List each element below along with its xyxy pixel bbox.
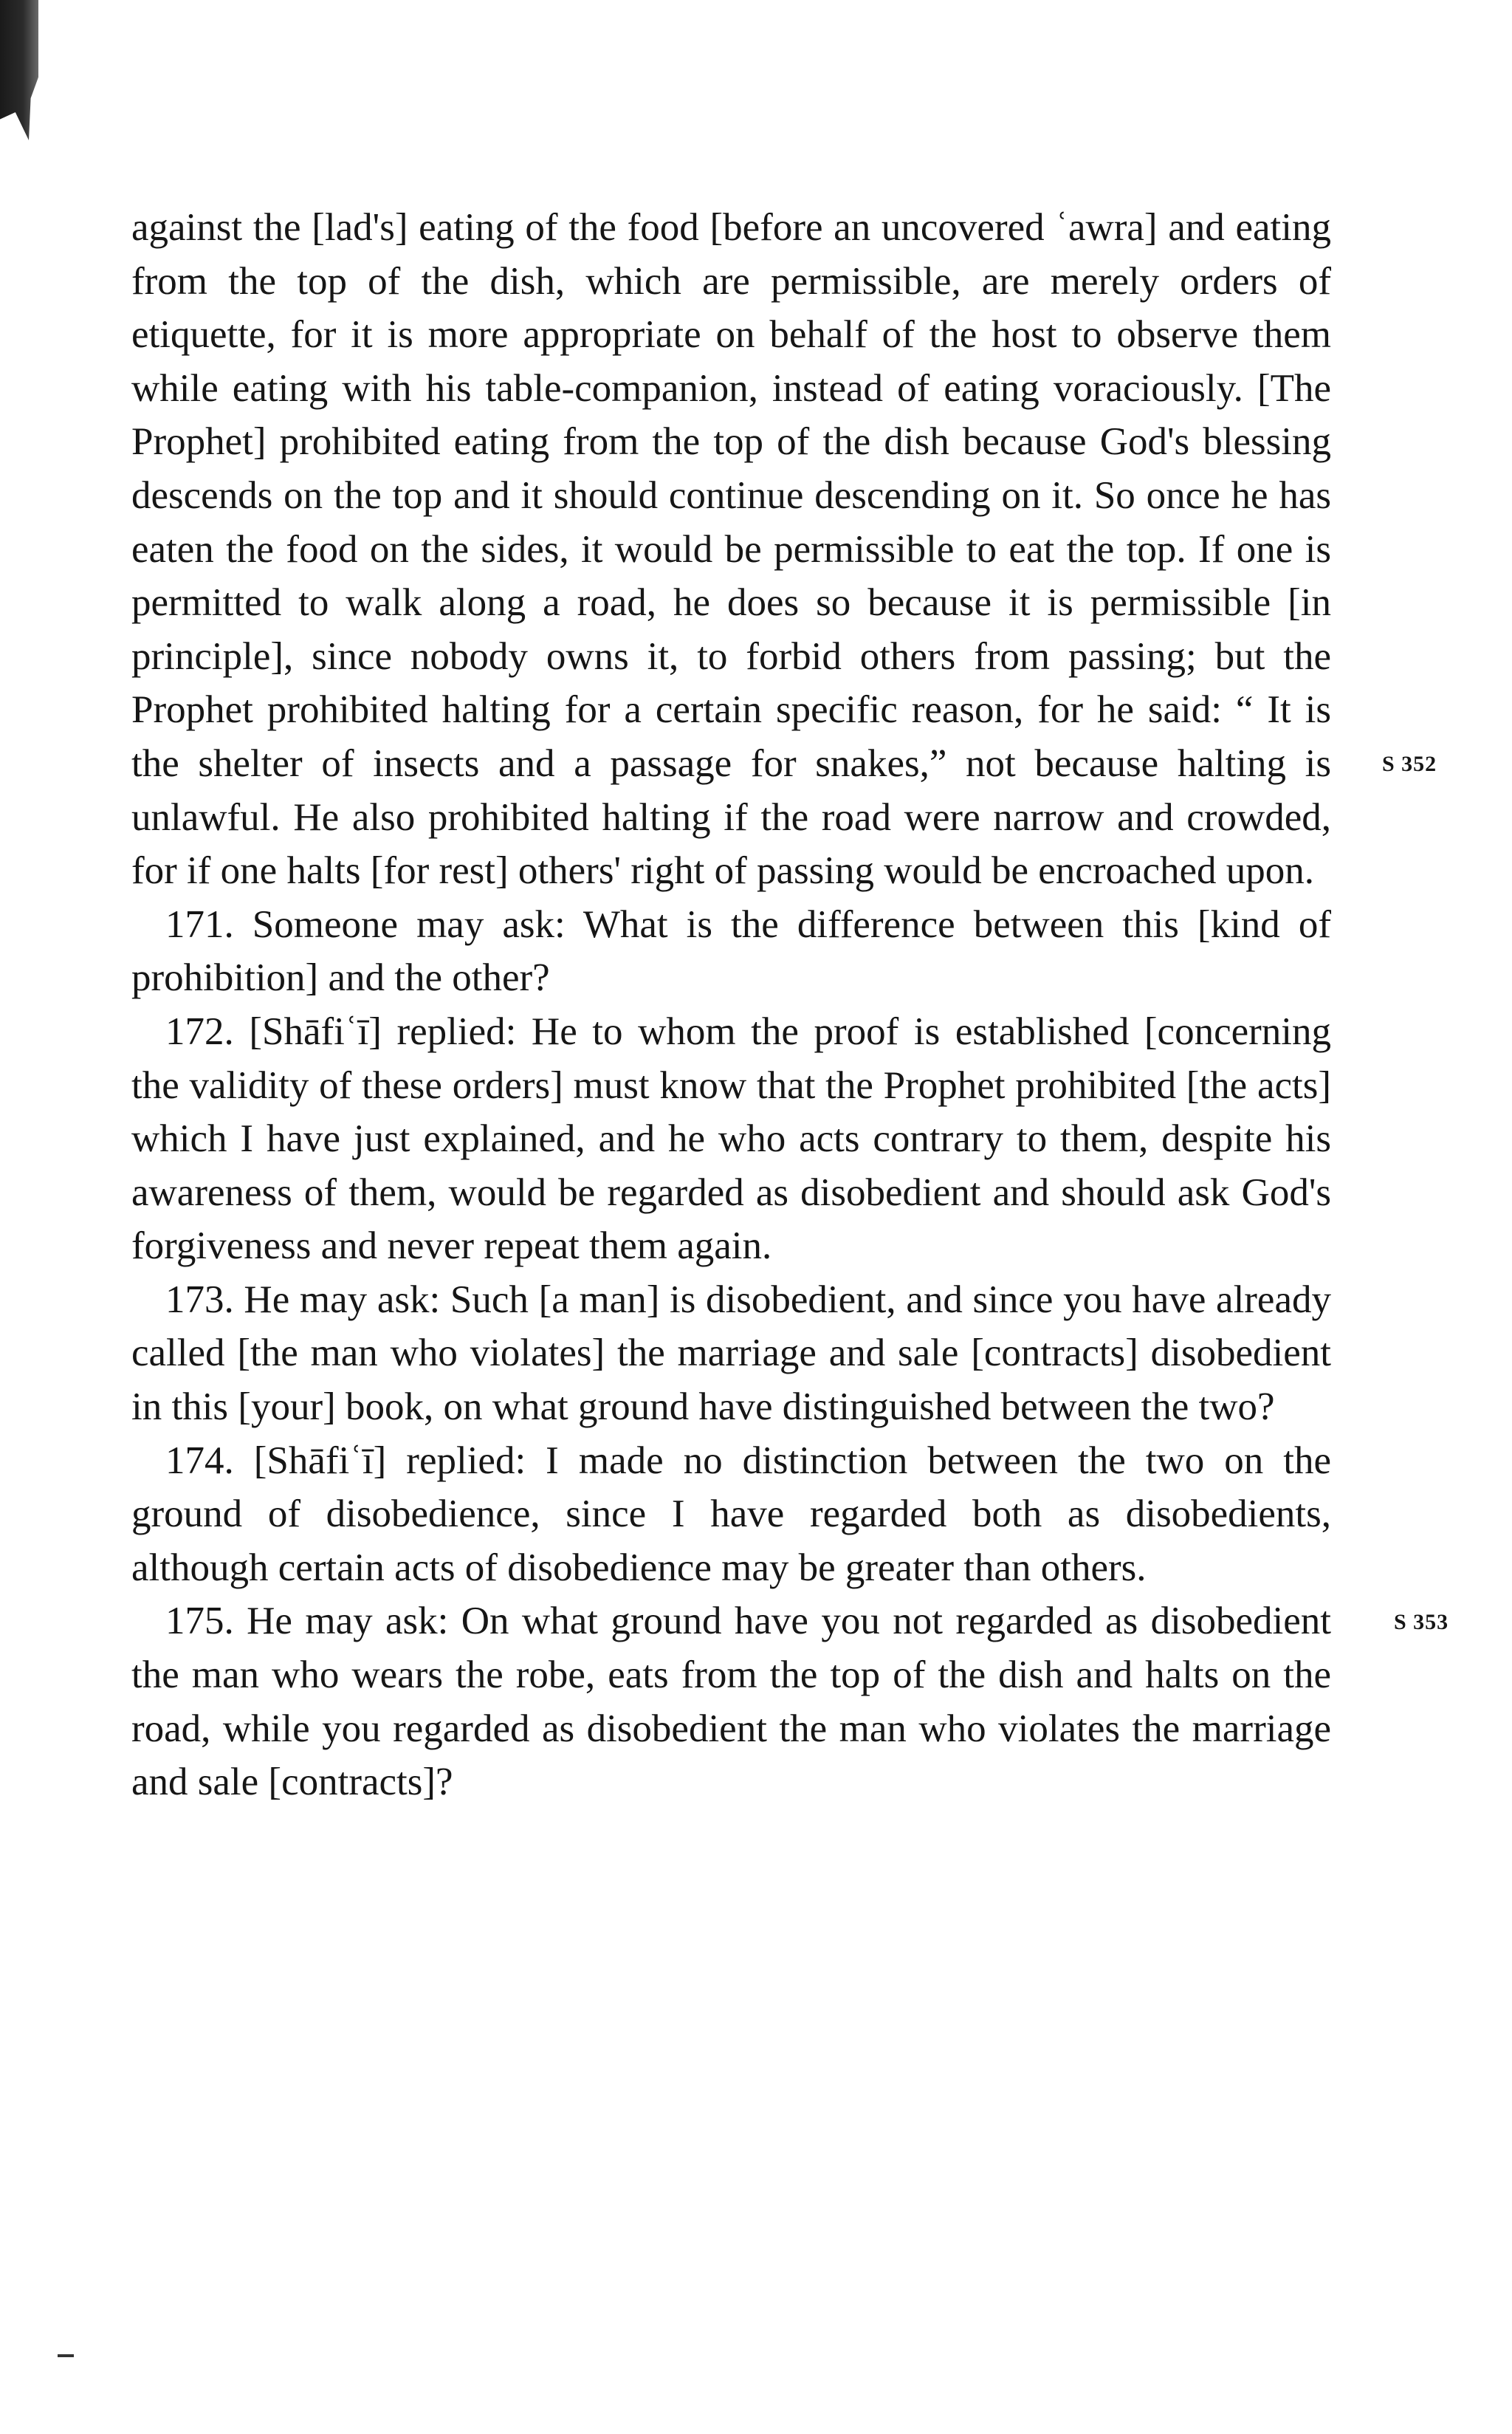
- paragraph-174: 174. [Shāfiʿī] replied: I made no distinction between the two on the ground of disobedience, since I have regarded both as disobedients, although certain acts of disobedience may be greater than others.: [131, 1439, 1331, 1589]
- paragraph-173: 173. He may ask: Such [a man] is disobedient, and since you have already called [the man who violates] the marriage and sale [contracts] disobedient in this [your] book, on what ground have distinguished between the two?: [131, 1278, 1331, 1429]
- paragraph-continuation: against the [lad's] eating of the food [before an uncovered ʿawra] and eating from the top of the dish, which are permissible, are merely orders of etiquette, for it is more appropriate on behalf of the host to observe them while eating with his table-companion, instead of eating voraciously. [The Prophet] prohibited eating from the top of the dish because God's blessing descends on the top and it should continue descending on it. So once he has eaten the food on the sides, it would be permissible to eat the top. If one is permitted to walk along a road, he does so because it is permissible [in principle], since nobody owns it, to forbid others from passing; but the Prophet prohibited halting for a certain specific reason, for he said: “ It is the shelter of insects and a passage for snakes,” not because halting is unlawful. He also prohibited halting if the road were narrow and crowded, for if one halts [for rest] others' right of passing would be encroached upon.: [131, 206, 1331, 893]
- page-body: [131, 201, 1331, 1809]
- margin-ref-s353: S 353: [1394, 1610, 1449, 1634]
- paragraph-172: 172. [Shāfiʿī] replied: He to whom the proof is established [concerning the validity of these orders] must know that the Prophet prohibited [the acts] which I have just explained, and he who acts contrary to them, despite his awareness of them, would be regarded as disobedient and should ask God's forgiveness and never repeat them again.: [131, 1009, 1331, 1268]
- scan-edge-mark: [0, 0, 38, 140]
- paragraph-175: 175. He may ask: On what ground have you not regarded as disobedient the man who wears the robe, eats from the top of the dish and halts on the road, while you regarded as disobedient the man who violates the marriage and sale [contracts]?: [131, 1600, 1331, 1804]
- margin-ref-s352: S 352: [1382, 752, 1437, 776]
- scan-dash-mark: [58, 2354, 74, 2357]
- paragraph-171: 171. Someone may ask: What is the difference between this [kind of prohibition] and the other?: [131, 902, 1331, 1000]
